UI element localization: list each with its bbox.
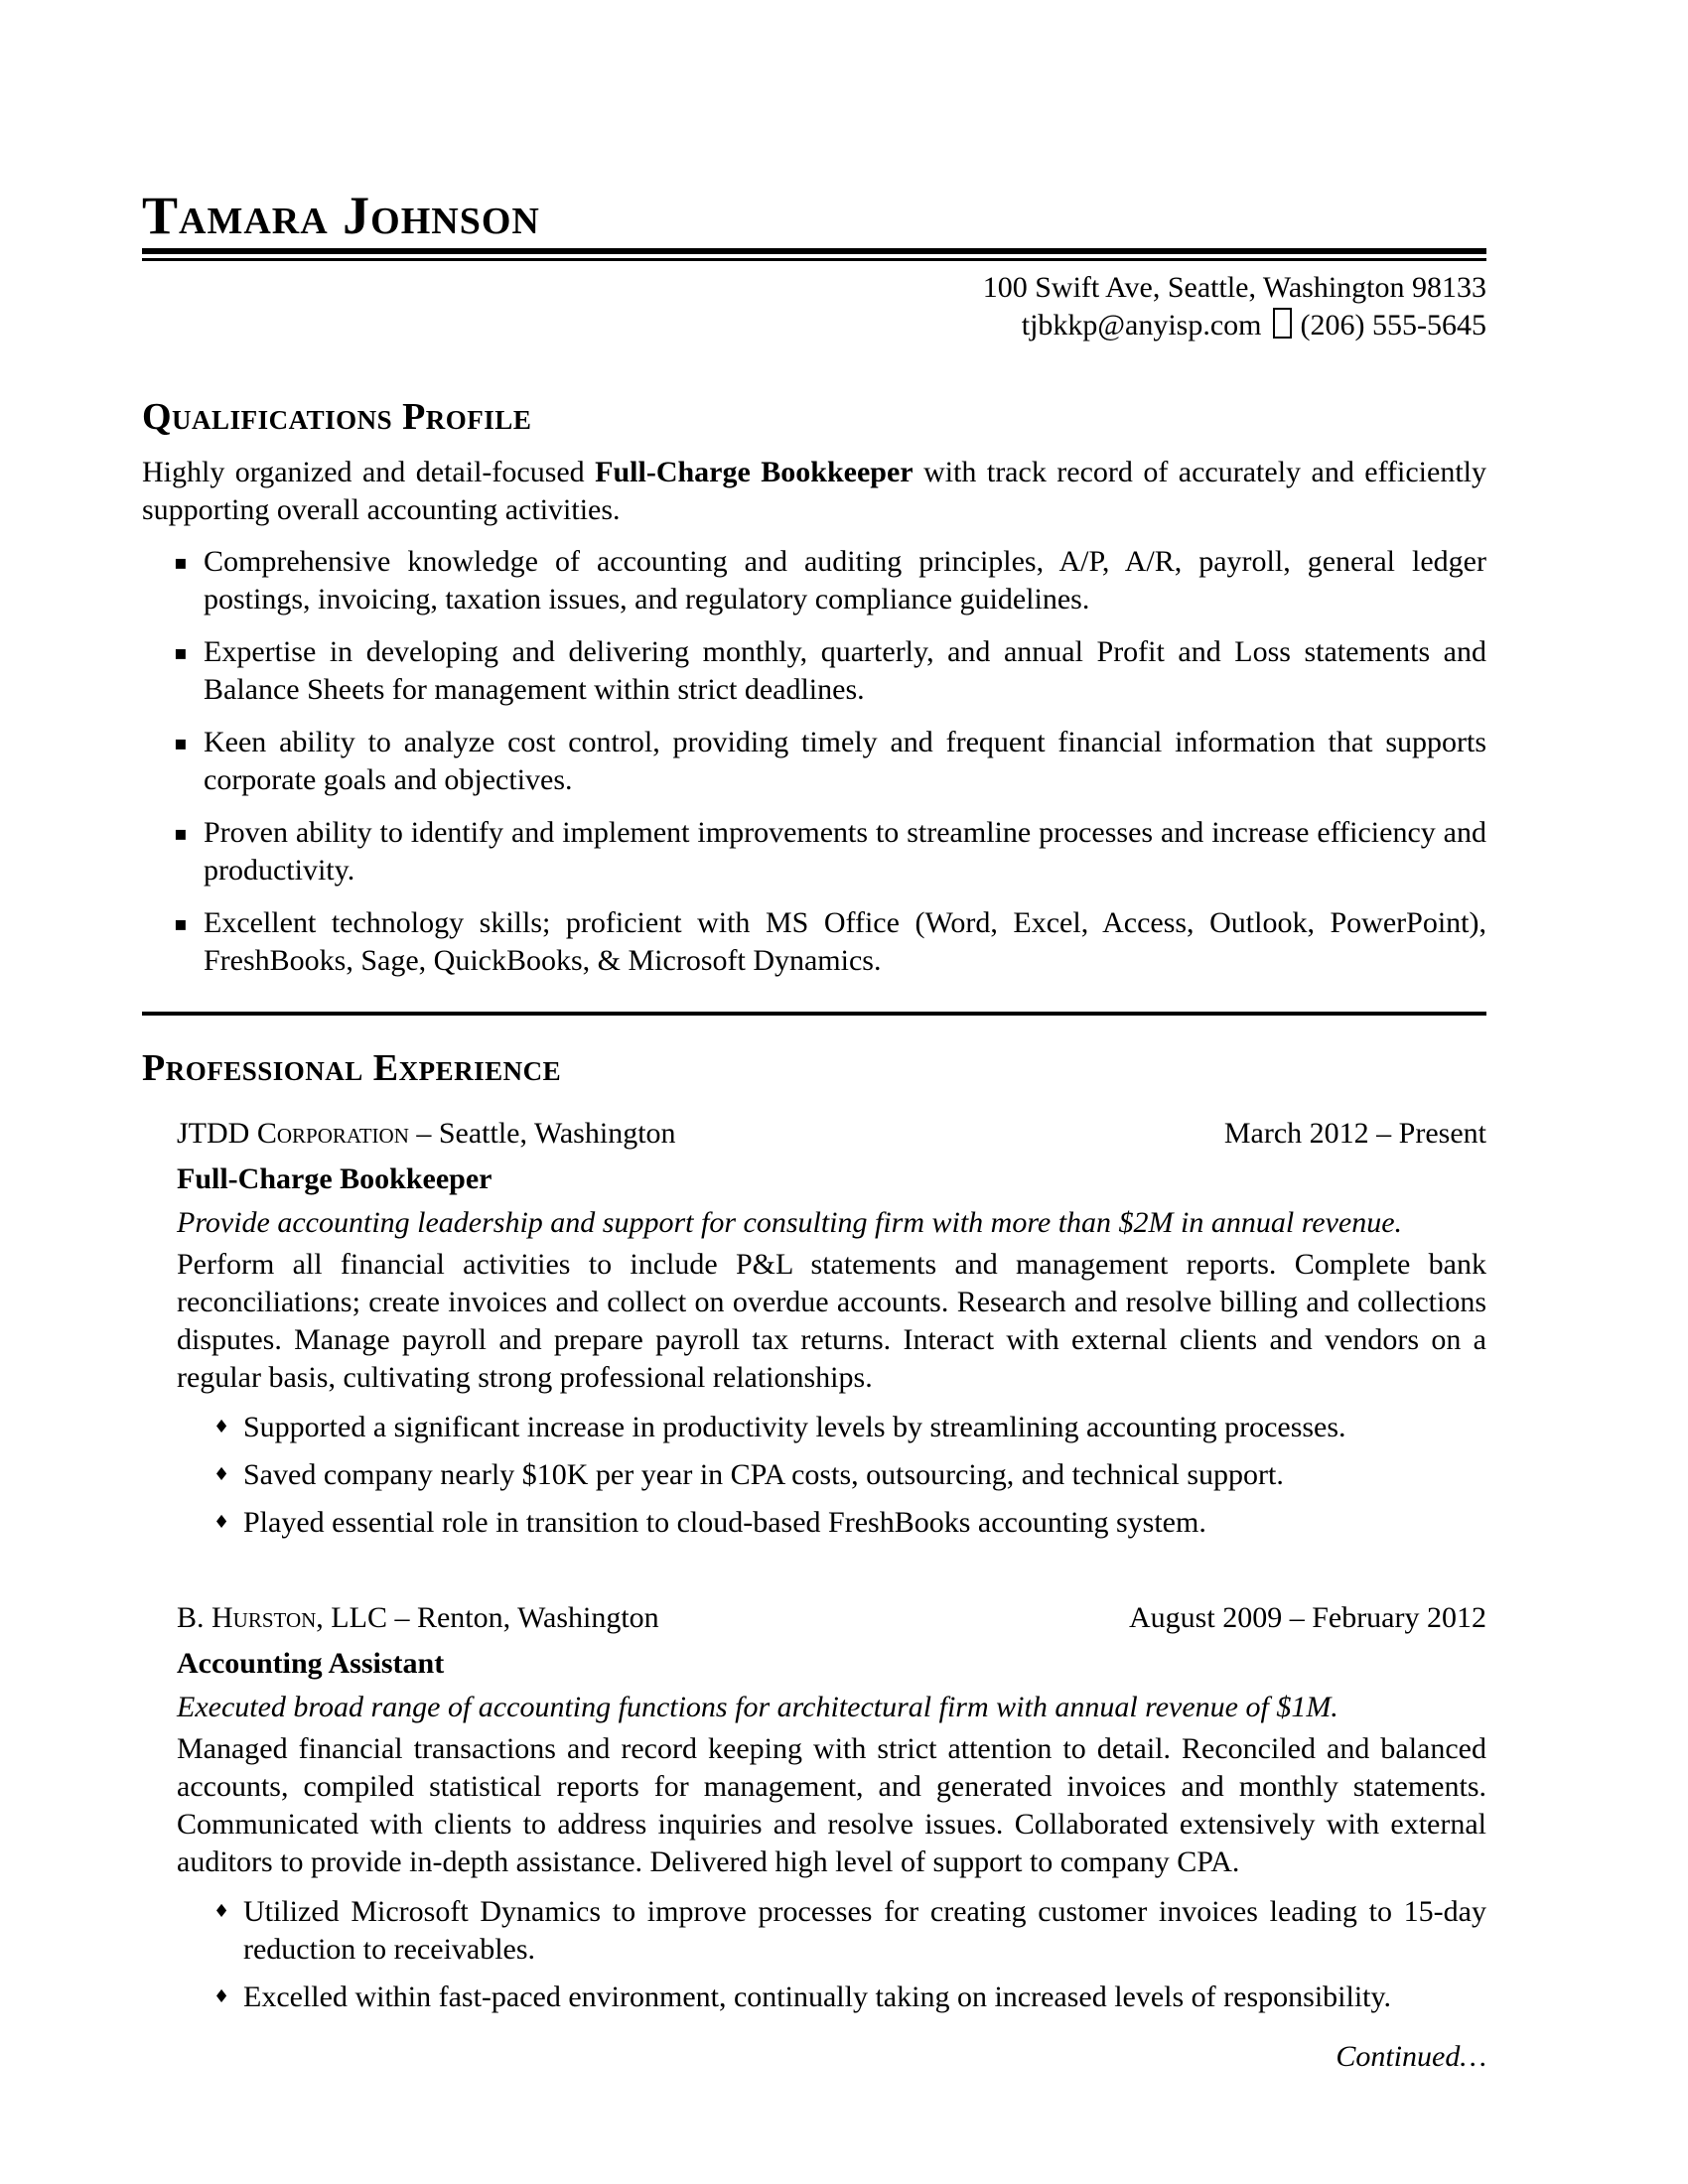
achievement-text: Supported a significant increase in productivity levels by streamlining accounting processes. <box>243 1410 1346 1443</box>
diamond-bullet-icon: ♦ <box>213 1900 230 1922</box>
intro-role-bold: Full-Charge Bookkeeper <box>595 456 914 488</box>
achievement-text: Excelled within fast-paced environment, continually taking on increased levels of responsibility. <box>243 1979 1392 2013</box>
company-name: JTDD Corporation <box>177 1116 409 1150</box>
list-item <box>174 904 1486 980</box>
square-bullet-icon: ▪ <box>174 640 188 664</box>
diamond-bullet-icon: ♦ <box>213 1985 230 2007</box>
contact-address: 100 Swift Ave, Seattle, Washington 98133 <box>982 271 1486 305</box>
list-item <box>213 1409 1486 1446</box>
section-divider <box>142 1012 1486 1016</box>
diamond-bullet-icon: ♦ <box>213 1463 230 1485</box>
job-dates: August 2009 – February 2012 <box>1129 1600 1486 1634</box>
contact-info <box>142 269 1486 344</box>
job-entry <box>177 1599 1486 2016</box>
missing-glyph-box-icon <box>1273 308 1292 339</box>
list-item <box>213 1893 1486 1969</box>
diamond-bullet-icon: ♦ <box>213 1511 230 1533</box>
contact-email: tjbkkp@anyisp.com <box>1021 309 1262 342</box>
company-name: B. Hurston, LLC <box>177 1600 387 1634</box>
square-bullet-icon: ▪ <box>174 550 188 574</box>
qualification-text: Keen ability to analyze cost control, providing timely and frequent financial information that supports corporate goals and objectives. <box>204 726 1486 796</box>
achievement-text: Saved company nearly $10K per year in CPA costs, outsourcing, and technical support. <box>243 1457 1284 1491</box>
qualifications-section <box>142 396 1486 980</box>
job-title: Accounting Assistant <box>177 1646 445 1680</box>
square-bullet-icon: ▪ <box>174 911 188 935</box>
qualification-text: Comprehensive knowledge of accounting and auditing principles, A/P, A/R, payroll, general ledger postings, invoicing, taxation issues, and regulatory compliance guidelines. <box>204 545 1486 615</box>
job-description: Perform all financial activities to include P&L statements and management reports. Complete bank reconciliations; create invoices and collect on overdue accounts. Research and resolve billing and collections disputes. Manage payroll and prepare payroll tax returns. Interact with external clients and vendors on a regular basis, cultivating strong professional relationships. <box>177 1247 1486 1394</box>
list-item <box>174 543 1486 618</box>
experience-section <box>142 1047 1486 2016</box>
job-dates: March 2012 – Present <box>1223 1116 1486 1150</box>
qualification-text: Expertise in developing and delivering monthly, quarterly, and annual Profit and Loss statements and Balance Sheets for management within strict deadlines. <box>204 635 1486 706</box>
list-item <box>213 1504 1486 1542</box>
job-description: Managed financial transactions and record keeping with strict attention to detail. Reconciled and balanced accounts, compiled statistical reports for management, and generated invoices and monthly statements. Communicated with clients to address inquiries and resolve issues. Collaborated extensively with external auditors to provide in-depth assistance. Delivered high level of support to company CPA. <box>177 1731 1486 1878</box>
achievement-text: Utilized Microsoft Dynamics to improve processes for creating customer invoices leading to 15-day reduction to receivables. <box>243 1894 1486 1966</box>
person-name: Tamara Johnson <box>142 186 540 245</box>
job-summary: Executed broad range of accounting functions for architectural firm with annual revenue of $1M. <box>177 1690 1338 1723</box>
diamond-bullet-icon: ♦ <box>213 1416 230 1437</box>
achievement-text: Played essential role in transition to cloud-based FreshBooks accounting system. <box>243 1505 1206 1539</box>
job-company-line <box>177 1115 676 1153</box>
job-header <box>177 1599 1486 1637</box>
continued-note: Continued… <box>1336 2039 1486 2073</box>
job-achievements-list <box>177 1409 1486 1542</box>
job-title: Full-Charge Bookkeeper <box>177 1161 492 1195</box>
qualifications-heading: Qualifications Profile <box>142 396 532 439</box>
contact-line <box>142 307 1486 344</box>
intro-text-before: Highly organized and detail-focused <box>142 456 585 488</box>
company-location: – Renton, Washington <box>394 1600 659 1634</box>
qualification-text: Proven ability to identify and implement improvements to streamline processes and increase efficiency and productivity. <box>204 816 1486 887</box>
list-item <box>213 1979 1486 2016</box>
qualification-text: Excellent technology skills; proficient with MS Office (Word, Excel, Access, Outlook, PowerPoint), FreshBooks, Sage, QuickBooks, & Microsoft Dynamics. <box>204 906 1486 977</box>
resume-header <box>142 187 1486 344</box>
intro-text-after: with track record of accurately and efficiently supporting overall accounting activities. <box>142 456 1486 526</box>
header-divider <box>142 248 1486 261</box>
job-entry <box>177 1115 1486 1542</box>
list-item <box>213 1456 1486 1494</box>
company-location: – Seattle, Washington <box>416 1116 676 1150</box>
list-item <box>174 814 1486 889</box>
qualifications-intro <box>142 454 1486 529</box>
job-header <box>177 1115 1486 1153</box>
experience-heading: Professional Experience <box>142 1047 562 1089</box>
resume-page <box>142 0 1486 2076</box>
qualifications-list <box>142 543 1486 980</box>
job-summary: Provide accounting leadership and support for consulting firm with more than $2M in annual revenue. <box>177 1205 1403 1239</box>
list-item <box>174 633 1486 709</box>
job-company-line <box>177 1599 659 1637</box>
list-item <box>174 724 1486 799</box>
contact-phone: (206) 555-5645 <box>1300 309 1486 342</box>
square-bullet-icon: ▪ <box>174 821 188 845</box>
job-achievements-list <box>177 1893 1486 2016</box>
square-bullet-icon: ▪ <box>174 731 188 754</box>
